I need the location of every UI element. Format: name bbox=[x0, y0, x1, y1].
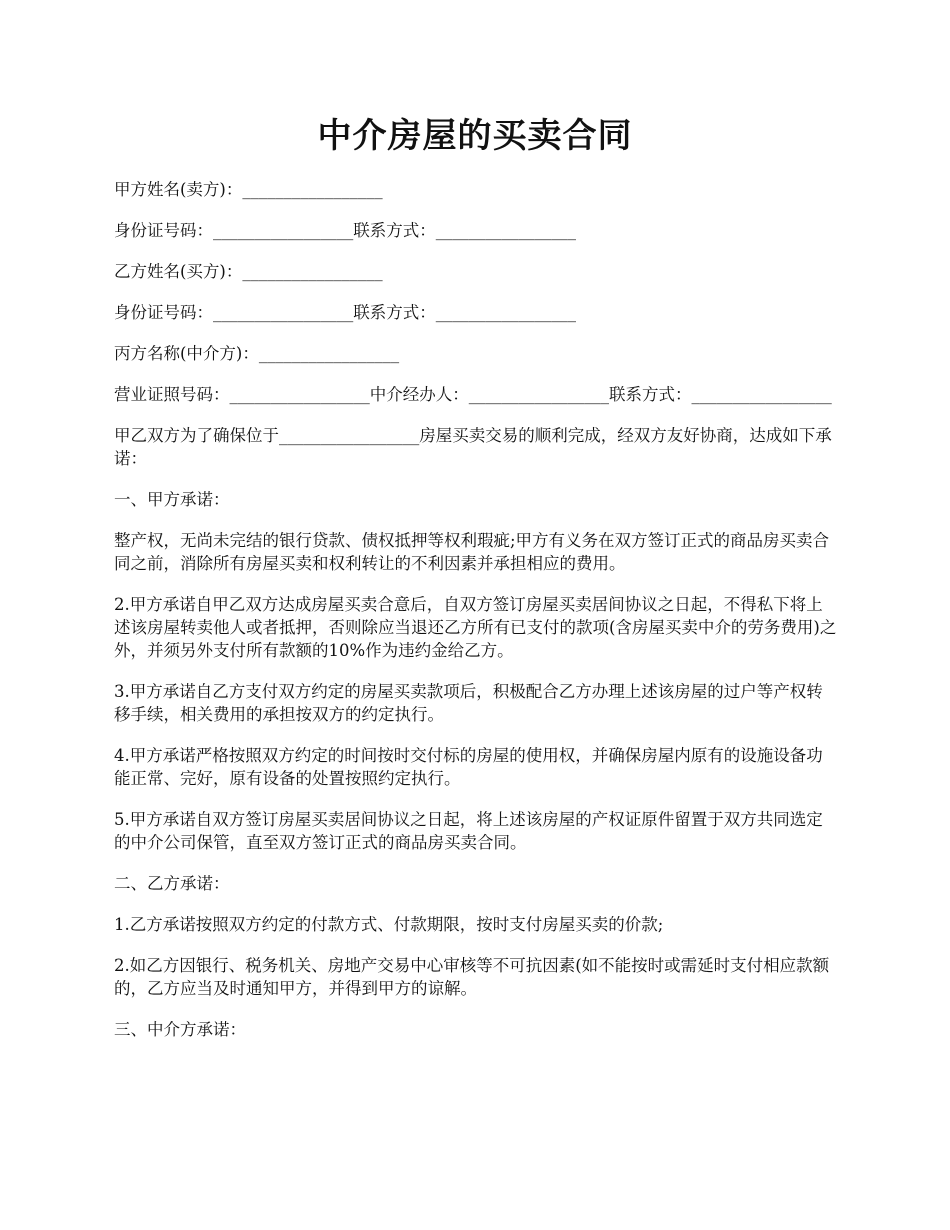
section-one-item: 3.甲方承诺自乙方支付双方约定的房屋买卖款项后，积极配合乙方办理上述该房屋的过户等产权转移手续，相关费用的承担按双方的约定执行。 bbox=[114, 682, 823, 724]
section-two-heading: 二、乙方承诺： bbox=[114, 874, 230, 893]
section-one-item: 整产权，无尚未完结的银行贷款、债权抵押等权利瑕疵;甲方有义务在双方签订正式的商品房买卖合同之前，消除所有房屋买卖和权利转让的不利因素并承担相应的费用。 bbox=[114, 531, 830, 573]
document-title: 中介房屋的买卖合同 bbox=[317, 116, 633, 156]
section-one-item: 2.甲方承诺自甲乙双方达成房屋买卖合意后，自双方签订房屋买卖居间协议之日起，不得私下将上述该房屋转卖他人或者抵押，否则除应当退还乙方所有已支付的款项(含房屋买卖中介的劳务费用)之外，并须另外支付所有款额的10%作为违约金给乙方。 bbox=[114, 595, 837, 660]
section-one-item: 4.甲方承诺严格按照双方约定的时间按时交付标的房屋的使用权，并确保房屋内原有的设施设备功能正常、完好，原有设备的处置按照约定执行。 bbox=[114, 746, 823, 788]
agent-license-line: 营业证照号码：_________________中介经办人：_________________联系方式：_________________ bbox=[114, 385, 832, 404]
section-two-item: 1.乙方承诺按照双方约定的付款方式、付款期限，按时支付房屋买卖的价款; bbox=[114, 915, 664, 934]
section-three-heading: 三、中介方承诺： bbox=[114, 1020, 246, 1039]
intro-paragraph: 甲乙双方为了确保位于_________________房屋买卖交易的顺利完成，经双方友好协商，达成如下承诺： bbox=[114, 426, 832, 468]
seller-name-line: 甲方姓名(卖方)：_________________ bbox=[114, 180, 383, 199]
section-one-heading: 一、甲方承诺： bbox=[114, 490, 230, 509]
document-body bbox=[114, 178, 838, 1059]
buyer-name-line: 乙方姓名(买方)：_________________ bbox=[114, 262, 383, 281]
section-two-item: 2.如乙方因银行、税务机关、房地产交易中心审核等不可抗因素(如不能按时或需延时支付相应款额的，乙方应当及时通知甲方，并得到甲方的谅解。 bbox=[114, 956, 830, 998]
buyer-id-line: 身份证号码：_________________联系方式：_________________ bbox=[114, 303, 576, 322]
section-one-item: 5.甲方承诺自双方签订房屋买卖居间协议之日起，将上述该房屋的产权证原件留置于双方共同选定的中介公司保管，直至双方签订正式的商品房买卖合同。 bbox=[114, 810, 823, 852]
agent-name-line: 丙方名称(中介方)：_________________ bbox=[114, 344, 400, 363]
seller-id-line: 身份证号码：_________________联系方式：_________________ bbox=[114, 221, 576, 240]
